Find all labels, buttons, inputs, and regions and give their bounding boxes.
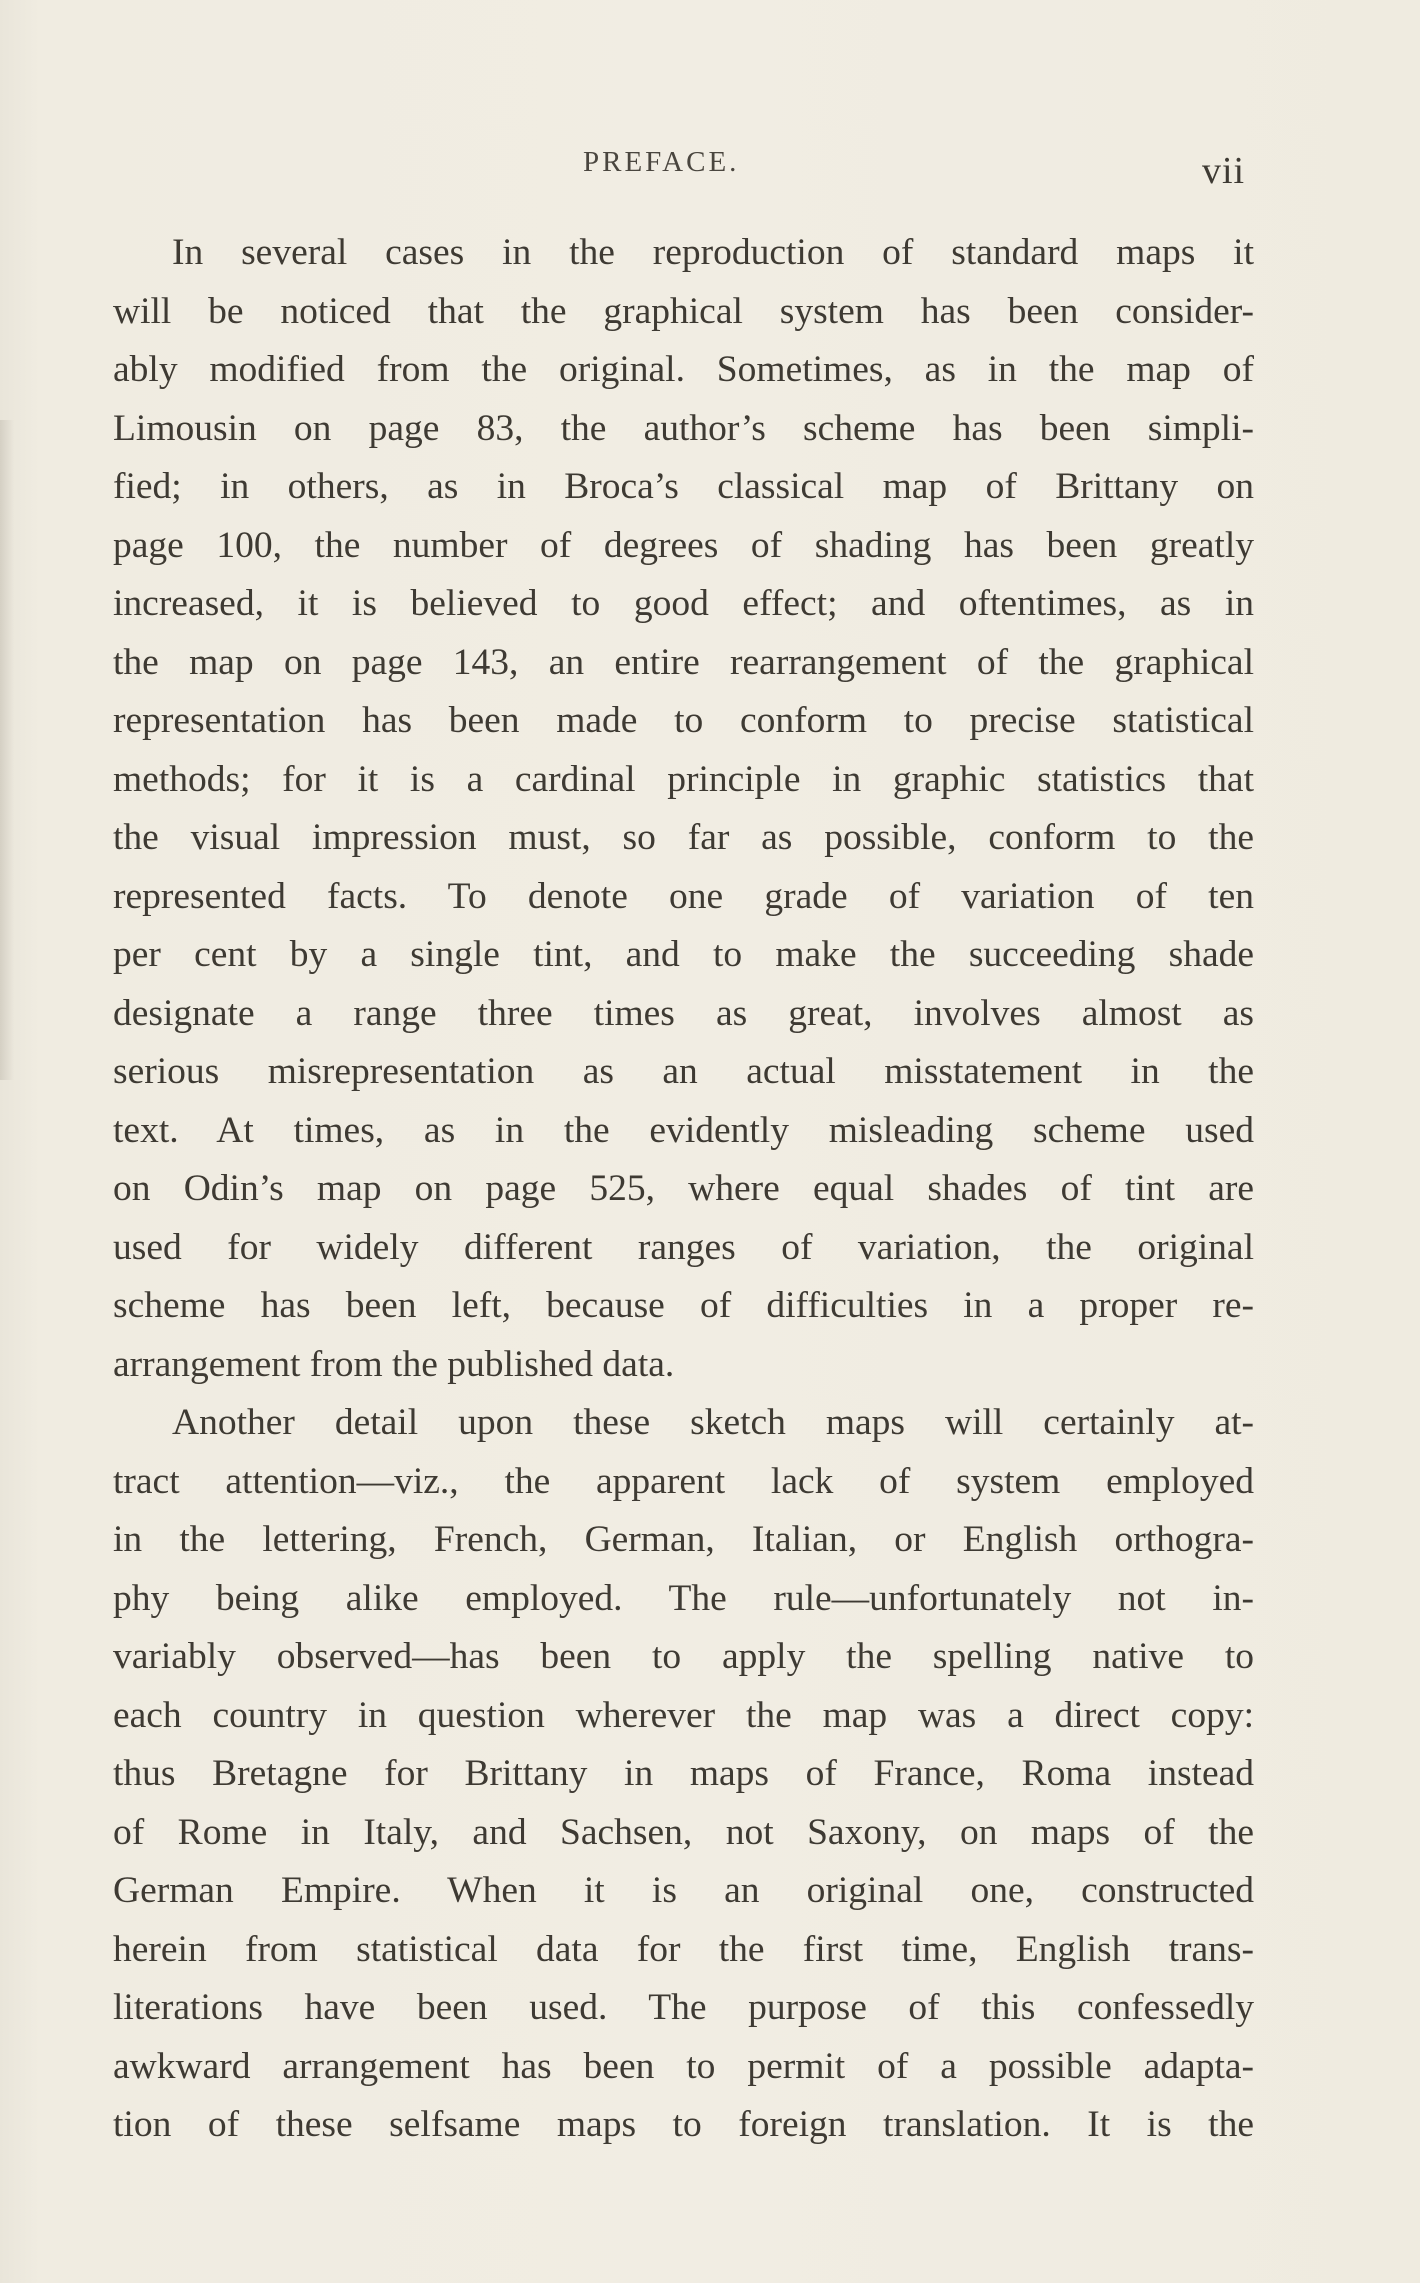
text-line: represented facts. To denote one grade of variation of ten [113,875,1254,917]
text-line: Another detail upon these sketch maps will certainly at- [172,1402,1254,1443]
text-line: used for widely different ranges of variation, the original [113,1226,1254,1268]
text-line: Limousin on page 83, the author’s scheme has been simpli- [113,407,1254,449]
text-line: of Rome in Italy, and Sachsen, not Saxony, on maps of the [113,1811,1254,1853]
text-line: will be noticed that the graphical system has been consider- [113,290,1254,332]
text-line: the map on page 143, an entire rearrangement of the graphical [113,641,1254,683]
text-line: thus Bretagne for Brittany in maps of France, Roma instead [113,1753,1254,1794]
text-line: phy being alike employed. The rule—unfortunately not in- [113,1577,1254,1619]
text-line: tion of these selfsame maps to foreign translation. It is the [113,2104,1254,2145]
text-line: variably observed—has been to apply the spelling native to [113,1636,1254,1677]
text-line: awkward arrangement has been to permit of a possible adapta- [113,2045,1254,2087]
text-line: the visual impression must, so far as possible, conform to the [113,817,1254,858]
text-line: increased, it is believed to good effect; and oftentimes, as in [113,583,1254,624]
text-line: ably modified from the original. Sometimes, as in the map of [113,349,1254,390]
text-line: each country in question wherever the map was a direct copy: [113,1694,1254,1736]
text-line: arrangement from the published data. [113,1343,675,1385]
text-line: on Odin’s map on page 525, where equal shades of tint are [113,1168,1254,1209]
running-head: PREFACE. [583,146,740,178]
gutter-shadow [0,420,14,1080]
text-line: representation has been made to conform to precise statistical [113,700,1254,741]
text-line: tract attention—viz., the apparent lack of system employed [113,1460,1254,1502]
text-line: designate a range three times as great, involves almost as [113,992,1254,1034]
text-line: German Empire. When it is an original one, constructed [113,1870,1254,1911]
page-number: vii [1202,150,1246,192]
text-line: In several cases in the reproduction of standard maps it [172,232,1254,273]
text-line: scheme has been left, because of difficulties in a proper re- [113,1285,1254,1326]
text-line: herein from statistical data for the first time, English trans- [113,1928,1254,1970]
text-line: in the lettering, French, German, Italian, or English orthogra- [113,1519,1254,1560]
body-text [113,224,1254,2155]
text-line: text. At times, as in the evidently misleading scheme used [113,1109,1254,1151]
text-line: fied; in others, as in Broca’s classical map of Brittany on [113,466,1254,507]
text-line: literations have been used. The purpose of this confessedly [113,1987,1254,2028]
text-line: serious misrepresentation as an actual misstatement in the [113,1051,1254,1092]
text-line: methods; for it is a cardinal principle in graphic statistics that [113,758,1254,800]
text-line: page 100, the number of degrees of shading has been greatly [113,524,1254,566]
text-line: per cent by a single tint, and to make the succeeding shade [113,934,1254,975]
